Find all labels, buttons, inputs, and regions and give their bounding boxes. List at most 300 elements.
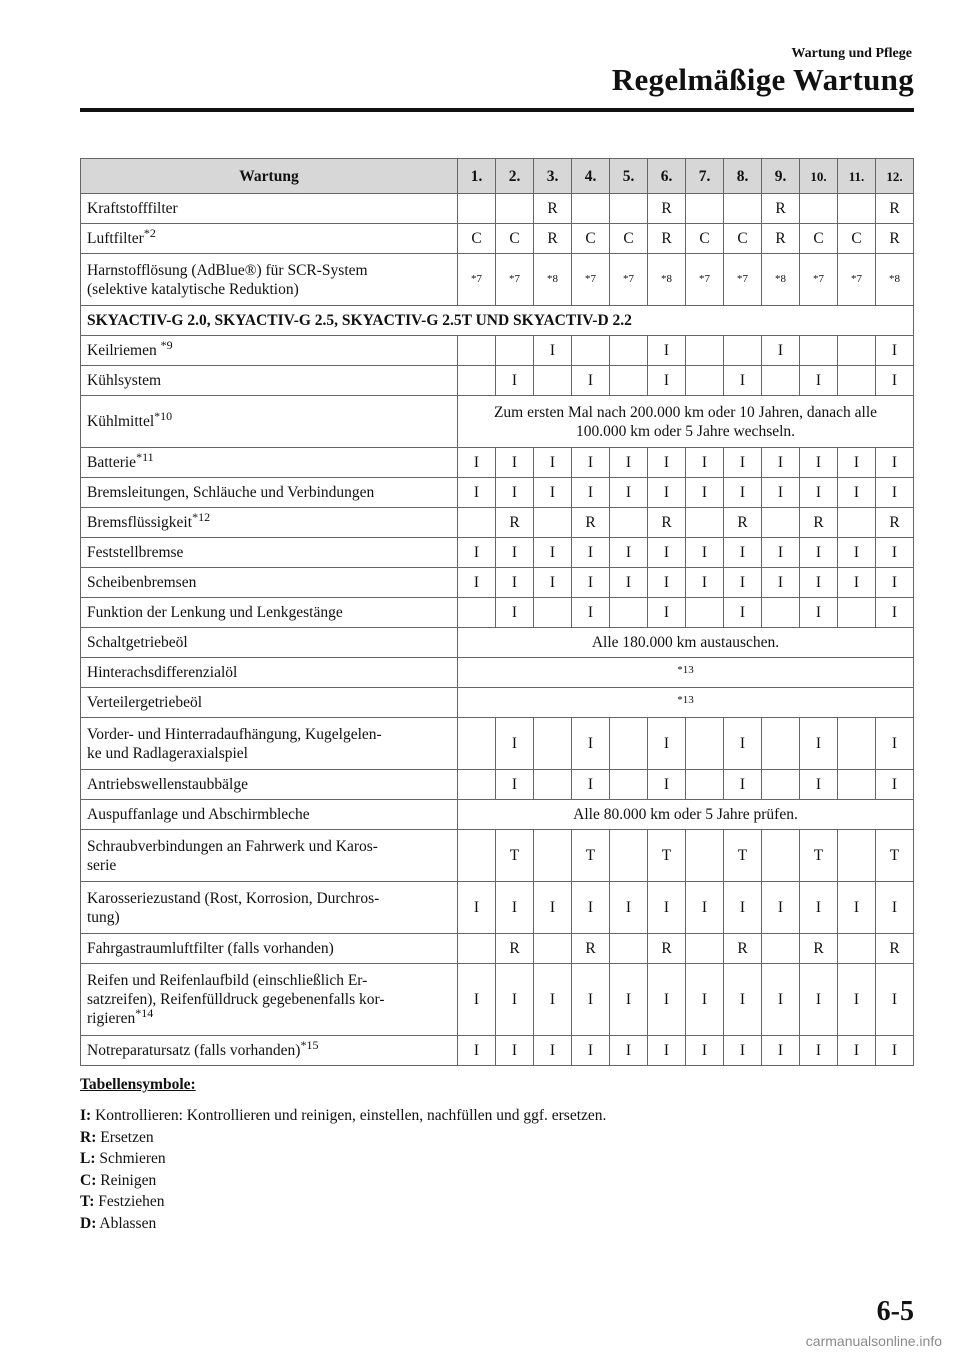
interval-cell: *7	[572, 254, 610, 306]
interval-cell: R	[496, 934, 534, 964]
interval-cell: I	[534, 1036, 572, 1066]
interval-cell: I	[724, 882, 762, 934]
interval-cell	[610, 508, 648, 538]
interval-cell: I	[724, 448, 762, 478]
interval-cell: *7	[458, 254, 496, 306]
row-label	[81, 628, 458, 658]
section-heading: Wartung und Pflege	[791, 46, 912, 61]
header-interval: 10.	[800, 159, 838, 194]
legend-key: T:	[80, 1193, 95, 1210]
interval-cell: I	[800, 882, 838, 934]
interval-cell: I	[800, 598, 838, 628]
interval-cell: T	[572, 830, 610, 882]
watermark: carmanualsonline.info	[805, 1333, 942, 1349]
interval-cell: I	[648, 448, 686, 478]
interval-cell: R	[572, 508, 610, 538]
table-row	[81, 830, 914, 882]
interval-cell: I	[496, 478, 534, 508]
row-label-text: Antriebswellenstaubbälge	[87, 776, 248, 793]
row-label-text: ke und Radlageraxialspiel	[87, 744, 248, 762]
interval-cell	[762, 770, 800, 800]
interval-cell: I	[800, 964, 838, 1036]
interval-cell: C	[838, 224, 876, 254]
interval-cell: I	[648, 882, 686, 934]
interval-cell: *7	[686, 254, 724, 306]
footnote-ref: *12	[192, 509, 211, 524]
interval-cell: I	[572, 1036, 610, 1066]
interval-cell: I	[496, 1036, 534, 1066]
interval-cell	[534, 508, 572, 538]
legend-key: I:	[80, 1107, 92, 1124]
interval-cell	[534, 830, 572, 882]
interval-cell	[686, 508, 724, 538]
table-row	[81, 934, 914, 964]
interval-cell: I	[724, 366, 762, 396]
interval-cell: I	[838, 1036, 876, 1066]
interval-cell: *8	[762, 254, 800, 306]
interval-cell	[572, 336, 610, 366]
spanning-note-text: Alle 80.000 km oder 5 Jahre prüfen.	[573, 806, 798, 823]
footnote-ref: *2	[143, 225, 156, 240]
interval-cell: I	[496, 568, 534, 598]
row-label-text: Batterie	[87, 454, 137, 471]
table-row	[81, 448, 914, 478]
interval-cell: I	[458, 538, 496, 568]
table-row	[81, 598, 914, 628]
interval-cell	[534, 934, 572, 964]
table-row	[81, 1036, 914, 1066]
interval-cell: I	[572, 448, 610, 478]
interval-cell: R	[648, 224, 686, 254]
row-label	[81, 658, 458, 688]
interval-cell	[534, 718, 572, 770]
row-label-text: Reifen und Reifenlaufbild (einschließlich Er-	[87, 972, 368, 989]
table-row	[81, 800, 914, 830]
row-label	[81, 194, 458, 224]
interval-cell	[762, 508, 800, 538]
interval-cell: I	[458, 568, 496, 598]
interval-cell: *7	[800, 254, 838, 306]
interval-cell: I	[534, 882, 572, 934]
interval-cell: I	[572, 718, 610, 770]
row-label-text: Auspuffanlage und Abschirmbleche	[87, 806, 310, 823]
row-label	[81, 882, 458, 934]
row-label	[81, 568, 458, 598]
spanning-note	[458, 628, 914, 658]
table-row	[81, 658, 914, 688]
interval-cell: I	[876, 448, 914, 478]
interval-cell: I	[724, 598, 762, 628]
row-label	[81, 254, 458, 306]
interval-cell: I	[838, 478, 876, 508]
interval-cell: I	[762, 1036, 800, 1066]
row-label	[81, 718, 458, 770]
interval-cell: R	[648, 934, 686, 964]
row-label	[81, 830, 458, 882]
interval-cell: R	[762, 194, 800, 224]
interval-cell: R	[534, 194, 572, 224]
interval-cell: I	[648, 964, 686, 1036]
row-label	[81, 1036, 458, 1066]
interval-cell	[838, 934, 876, 964]
legend-key: D:	[80, 1214, 97, 1232]
spanning-note	[458, 658, 914, 688]
table-row	[81, 718, 914, 770]
interval-cell: I	[838, 448, 876, 478]
row-label	[81, 396, 458, 448]
interval-cell: I	[496, 366, 534, 396]
interval-cell	[686, 718, 724, 770]
table-row	[81, 568, 914, 598]
interval-cell	[458, 598, 496, 628]
table-row	[81, 396, 914, 448]
interval-cell: I	[496, 718, 534, 770]
interval-cell	[458, 366, 496, 396]
spanning-note	[458, 396, 914, 448]
interval-cell	[496, 194, 534, 224]
table-row	[81, 224, 914, 254]
interval-cell: R	[572, 934, 610, 964]
interval-cell: *8	[876, 254, 914, 306]
interval-cell	[724, 336, 762, 366]
row-label-text: Harnstofflösung (AdBlue®) für SCR-System	[87, 261, 368, 279]
page-number: 6-5	[876, 1296, 914, 1327]
interval-cell: I	[458, 964, 496, 1036]
table-row	[81, 628, 914, 658]
table-row	[81, 194, 914, 224]
interval-cell: *8	[534, 254, 572, 306]
footnote-ref: *14	[135, 1005, 154, 1020]
interval-cell	[610, 830, 648, 882]
interval-cell: I	[610, 448, 648, 478]
interval-cell: C	[610, 224, 648, 254]
row-label	[81, 478, 458, 508]
header-interval: 7.	[686, 159, 724, 194]
interval-cell: I	[800, 448, 838, 478]
interval-cell: I	[534, 538, 572, 568]
table-row	[81, 508, 914, 538]
interval-cell: I	[876, 1036, 914, 1066]
interval-cell	[534, 770, 572, 800]
interval-cell	[762, 366, 800, 396]
interval-cell	[572, 194, 610, 224]
interval-cell: I	[458, 1036, 496, 1066]
row-label-text: Verteilergetriebeöl	[87, 694, 203, 711]
interval-cell: I	[610, 882, 648, 934]
legend-item	[80, 1148, 606, 1170]
interval-cell: *7	[496, 254, 534, 306]
interval-cell	[496, 336, 534, 366]
footnote-ref: *11	[136, 449, 154, 464]
legend-heading: Tabellensymbole:	[80, 1076, 196, 1093]
interval-cell: R	[724, 934, 762, 964]
interval-cell: I	[610, 538, 648, 568]
spanning-note-text: *13	[677, 664, 694, 676]
row-label	[81, 934, 458, 964]
interval-cell: I	[876, 366, 914, 396]
table-row	[81, 366, 914, 396]
interval-cell: I	[534, 336, 572, 366]
interval-cell	[838, 830, 876, 882]
interval-cell	[534, 366, 572, 396]
interval-cell: I	[534, 568, 572, 598]
page-title: Regelmäßige Wartung	[611, 62, 914, 97]
interval-cell	[686, 770, 724, 800]
row-label-text: Vorder- und Hinterradaufhängung, Kugelgelen-	[87, 725, 382, 743]
interval-cell	[686, 830, 724, 882]
row-label	[81, 448, 458, 478]
interval-cell	[762, 830, 800, 882]
row-label	[81, 538, 458, 568]
interval-cell: I	[610, 1036, 648, 1066]
interval-cell: R	[648, 508, 686, 538]
interval-cell: I	[610, 478, 648, 508]
header-interval: 5.	[610, 159, 648, 194]
interval-cell: R	[724, 508, 762, 538]
interval-cell	[800, 194, 838, 224]
interval-cell	[724, 194, 762, 224]
spanning-note-text: 100.000 km oder 5 Jahre wechseln.	[575, 422, 796, 440]
row-label-text: Luftfilter	[87, 230, 144, 247]
interval-cell: I	[572, 882, 610, 934]
header-interval: 4.	[572, 159, 610, 194]
interval-cell: I	[724, 1036, 762, 1066]
legend-key: R:	[80, 1128, 97, 1146]
table-row	[81, 964, 914, 1036]
interval-cell: I	[762, 478, 800, 508]
interval-cell: I	[876, 538, 914, 568]
legend-item	[80, 1170, 606, 1192]
interval-cell: T	[648, 830, 686, 882]
interval-cell	[838, 770, 876, 800]
row-label-text: serie	[87, 856, 117, 874]
interval-cell: I	[876, 568, 914, 598]
interval-cell	[686, 194, 724, 224]
interval-cell: I	[762, 568, 800, 598]
interval-cell	[838, 336, 876, 366]
row-label	[81, 688, 458, 718]
interval-cell: I	[800, 1036, 838, 1066]
interval-cell: I	[876, 882, 914, 934]
row-label	[81, 800, 458, 830]
interval-cell: I	[648, 1036, 686, 1066]
interval-cell	[838, 194, 876, 224]
row-label	[81, 770, 458, 800]
interval-cell: I	[534, 964, 572, 1036]
interval-cell: *7	[724, 254, 762, 306]
interval-cell: I	[496, 448, 534, 478]
legend-text: Ablassen	[99, 1214, 157, 1232]
header-divider	[80, 108, 914, 112]
interval-cell: R	[876, 224, 914, 254]
interval-cell: I	[724, 478, 762, 508]
interval-cell: I	[686, 1036, 724, 1066]
interval-cell: I	[648, 568, 686, 598]
interval-cell	[458, 336, 496, 366]
interval-cell: C	[800, 224, 838, 254]
interval-cell: I	[648, 718, 686, 770]
interval-cell: I	[838, 568, 876, 598]
interval-cell: T	[876, 830, 914, 882]
table-row	[81, 538, 914, 568]
interval-cell	[458, 718, 496, 770]
interval-cell: T	[496, 830, 534, 882]
interval-cell: I	[876, 718, 914, 770]
interval-cell: I	[724, 718, 762, 770]
interval-cell: I	[800, 478, 838, 508]
row-label-text: (selektive katalytische Reduktion)	[87, 280, 299, 298]
interval-cell: I	[800, 718, 838, 770]
row-label-text: Kraftstofffilter	[87, 200, 178, 217]
interval-cell: I	[610, 964, 648, 1036]
spanning-note-text: *13	[677, 694, 694, 706]
row-label-text: Keilriemen	[87, 342, 161, 359]
table-row	[81, 882, 914, 934]
table-section-row	[81, 306, 914, 336]
interval-cell: I	[876, 770, 914, 800]
row-label-text: Kühlsystem	[87, 372, 162, 389]
footnote-ref: *10	[154, 408, 173, 423]
row-label-text: Notreparatursatz (falls vorhanden)	[87, 1042, 301, 1059]
interval-cell	[762, 934, 800, 964]
interval-cell: I	[496, 770, 534, 800]
interval-cell: R	[876, 508, 914, 538]
legend-key: C:	[80, 1171, 97, 1189]
row-label	[81, 366, 458, 396]
footnote-ref: *9	[160, 337, 173, 352]
table-row	[81, 254, 914, 306]
interval-cell	[762, 718, 800, 770]
interval-cell: I	[762, 882, 800, 934]
row-label-text: Fahrgastraumluftfilter (falls vorhanden)	[87, 940, 334, 957]
interval-cell	[610, 934, 648, 964]
interval-cell: I	[838, 882, 876, 934]
interval-cell: I	[762, 336, 800, 366]
interval-cell: I	[724, 964, 762, 1036]
interval-cell: T	[724, 830, 762, 882]
legend-text: Kontrollieren: Kontrollieren und reinigen, einstellen, nachfüllen und ggf. ersetzen.	[95, 1107, 607, 1124]
table-row	[81, 336, 914, 366]
interval-cell: I	[572, 598, 610, 628]
interval-cell	[838, 598, 876, 628]
interval-cell: I	[686, 964, 724, 1036]
interval-cell: I	[572, 538, 610, 568]
spanning-note-text: Zum ersten Mal nach 200.000 km oder 10 Jahren, danach alle	[493, 403, 878, 421]
legend-item	[80, 1127, 606, 1149]
interval-cell: I	[686, 478, 724, 508]
header-interval: 2.	[496, 159, 534, 194]
interval-cell: I	[572, 770, 610, 800]
interval-cell	[458, 770, 496, 800]
row-label-text: Bremsleitungen, Schläuche und Verbindungen	[87, 484, 375, 501]
row-label-text: satzreifen), Reifenfülldruck gegebenenfalls kor-	[87, 991, 385, 1008]
interval-cell: R	[762, 224, 800, 254]
interval-cell	[458, 934, 496, 964]
row-label-text: Hinterachsdifferenzialöl	[87, 664, 238, 681]
interval-cell: C	[686, 224, 724, 254]
interval-cell: I	[648, 538, 686, 568]
interval-cell	[686, 336, 724, 366]
interval-cell: *7	[610, 254, 648, 306]
table-header-row	[81, 159, 914, 194]
interval-cell: I	[496, 964, 534, 1036]
row-label-text: Scheibenbremsen	[87, 574, 197, 591]
interval-cell: C	[572, 224, 610, 254]
interval-cell: I	[876, 336, 914, 366]
interval-cell: I	[648, 478, 686, 508]
row-label	[81, 508, 458, 538]
interval-cell: T	[800, 830, 838, 882]
interval-cell: I	[496, 598, 534, 628]
interval-cell	[838, 508, 876, 538]
interval-cell: I	[838, 964, 876, 1036]
interval-cell: I	[648, 336, 686, 366]
row-label	[81, 598, 458, 628]
interval-cell	[762, 598, 800, 628]
interval-cell: C	[724, 224, 762, 254]
row-label-text: Schaltgetriebeöl	[87, 634, 188, 651]
interval-cell: I	[648, 770, 686, 800]
legend-item	[80, 1213, 606, 1235]
legend-text: Schmieren	[99, 1150, 166, 1167]
row-label-text: Feststellbremse	[87, 544, 184, 561]
interval-cell	[458, 194, 496, 224]
interval-cell	[458, 830, 496, 882]
interval-cell: I	[648, 366, 686, 396]
interval-cell: R	[800, 934, 838, 964]
interval-cell: I	[534, 448, 572, 478]
interval-cell: I	[800, 538, 838, 568]
interval-cell	[610, 770, 648, 800]
interval-cell: R	[876, 934, 914, 964]
interval-cell: I	[876, 964, 914, 1036]
spanning-note	[458, 800, 914, 830]
interval-cell: I	[724, 770, 762, 800]
interval-cell: I	[686, 448, 724, 478]
row-label	[81, 224, 458, 254]
interval-cell	[610, 194, 648, 224]
row-label-text: Karosseriezustand (Rost, Korrosion, Durchros-	[87, 889, 380, 907]
interval-cell	[610, 598, 648, 628]
header-interval: 12.	[876, 159, 914, 194]
interval-cell	[838, 718, 876, 770]
legend-item	[80, 1191, 606, 1213]
row-label-text: tung)	[87, 908, 120, 926]
interval-cell: I	[458, 478, 496, 508]
interval-cell	[610, 718, 648, 770]
interval-cell	[800, 336, 838, 366]
interval-cell: I	[762, 448, 800, 478]
interval-cell: C	[496, 224, 534, 254]
interval-cell: R	[496, 508, 534, 538]
interval-cell: I	[686, 882, 724, 934]
interval-cell	[610, 336, 648, 366]
legend-text: Reinigen	[100, 1171, 157, 1189]
interval-cell: R	[648, 194, 686, 224]
interval-cell: I	[648, 598, 686, 628]
interval-cell: R	[800, 508, 838, 538]
section-label: SKYACTIV-G 2.0, SKYACTIV-G 2.5, SKYACTIV-G 2.5T UND SKYACTIV-D 2.2	[81, 306, 914, 336]
interval-cell: I	[686, 568, 724, 598]
interval-cell	[610, 366, 648, 396]
interval-cell: I	[800, 568, 838, 598]
interval-cell	[458, 508, 496, 538]
header-interval: 9.	[762, 159, 800, 194]
spanning-note	[458, 688, 914, 718]
interval-cell	[686, 366, 724, 396]
interval-cell	[534, 598, 572, 628]
interval-cell: I	[572, 568, 610, 598]
